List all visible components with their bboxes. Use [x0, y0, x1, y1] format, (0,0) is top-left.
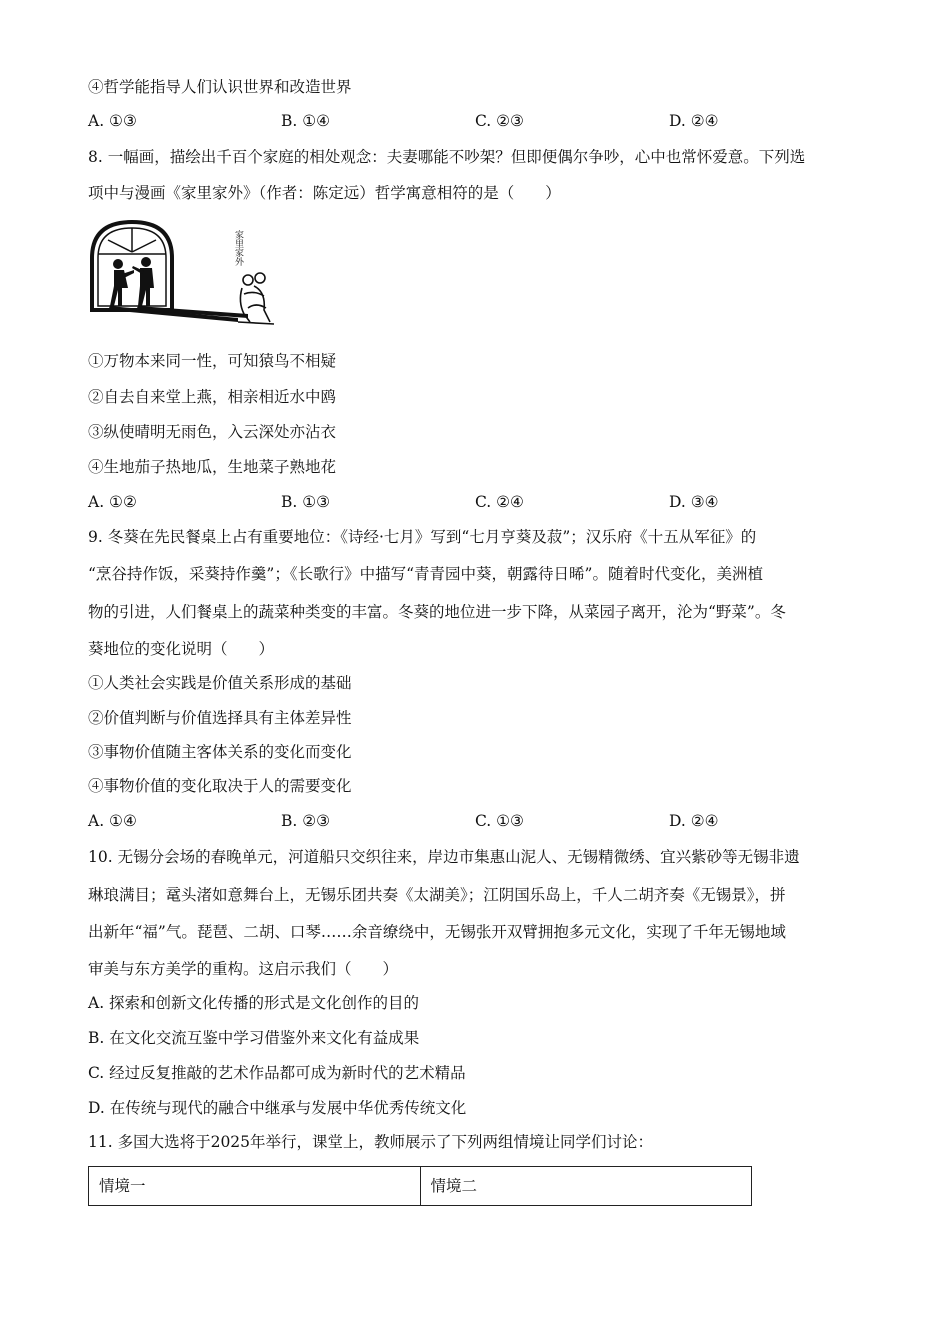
scenario-table [88, 1166, 752, 1206]
q9-options [88, 810, 868, 832]
q8-option-d: D. ③④ [669, 493, 719, 511]
q8-statement-4: ④生地茄子热地瓜，生地菜子熟地花 [88, 458, 337, 476]
q8-option-b: B. ①③ [281, 493, 331, 511]
q10-stem-line-2: 琳琅满目；鼋头渚如意舞台上，无锡乐团共奏《太湖美》；江阴国乐岛上，千人二胡齐奏《无锡景》，拼 [88, 886, 786, 904]
q9-stem-line-2: “烹谷持作饭，采葵持作羹”；《长歌行》中描写“青青园中葵，朝露待日晞”。随着时代变化，美洲植 [88, 565, 763, 583]
q9-option-a: A. ①④ [88, 812, 137, 830]
q7-statement-4: ④哲学能指导人们认识世界和改造世界 [88, 78, 352, 96]
q8-options [88, 491, 868, 513]
q9-option-b: B. ②③ [281, 812, 331, 830]
q7-option-a: A. ①③ [88, 112, 137, 130]
q8-stem-line-2: 项中与漫画《家里家外》（作者：陈定远）哲学寓意相符的是（ ） [88, 184, 561, 202]
cartoon-image [88, 218, 284, 328]
q9-statement-4: ④事物价值的变化取决于人的需要变化 [88, 777, 352, 795]
scenario-header-1: 情境一 [99, 1177, 146, 1195]
q9-statement-1: ①人类社会实践是价值关系形成的基础 [88, 674, 352, 692]
q8-option-c: C. ②④ [475, 493, 524, 511]
q11-stem-line-1: 11. 多国大选将于2025年举行，课堂上，教师展示了下列两组情境让同学们讨论： [88, 1133, 654, 1151]
q7-option-b: B. ①④ [281, 112, 331, 130]
q7-option-c: C. ②③ [475, 112, 524, 130]
q9-stem-line-1: 9. 冬葵在先民餐桌上占有重要地位：《诗经·七月》写到“七月亨葵及菽”；汉乐府《十五从军征》的 [88, 528, 757, 546]
q10-option-c: C. 经过反复推敲的艺术作品都可成为新时代的艺术精品 [88, 1064, 466, 1082]
q10-stem-line-3: 出新年“福”气。琵琶、二胡、口琴……余音缭绕中，无锡张开双臂拥抱多元文化，实现了千年无锡地域 [88, 923, 786, 941]
q8-stem-line-1: 8. 一幅画，描绘出千百个家庭的相处观念：夫妻哪能不吵架？但即便偶尔争吵，心中也常怀爱意。下列选 [88, 148, 806, 166]
q9-statement-2: ②价值判断与价值选择具有主体差异性 [88, 709, 352, 727]
q10-option-d: D. 在传统与现代的融合中继承与发展中华优秀传统文化 [88, 1099, 467, 1117]
q8-option-a: A. ①② [88, 493, 137, 511]
q9-stem-line-4: 葵地位的变化说明（ ） [88, 640, 275, 658]
q9-option-d: D. ②④ [669, 812, 719, 830]
q10-stem-line-1: 10. 无锡分会场的春晚单元，河道船只交织往来，岸边市集惠山泥人、无锡精微绣、宜兴紫砂等无锡非遗 [88, 848, 800, 866]
q7-option-d: D. ②④ [669, 112, 719, 130]
q9-stem-line-3: 物的引进，人们餐桌上的蔬菜种类变的丰富。冬葵的地位进一步下降，从菜园子离开，沦为“野菜”。冬 [88, 603, 786, 621]
cartoon-caption: 家里家外 [233, 230, 243, 266]
q10-stem-line-4: 审美与东方美学的重构。这启示我们（ ） [88, 960, 399, 978]
q8-statement-3: ③纵使晴明无雨色，入云深处亦沾衣 [88, 423, 337, 441]
q10-option-b: B. 在文化交流互鉴中学习借鉴外来文化有益成果 [88, 1029, 420, 1047]
q9-option-c: C. ①③ [475, 812, 524, 830]
q8-statement-1: ①万物本来同一性，可知猿鸟不相疑 [88, 352, 337, 370]
scenario-header-2: 情境二 [420, 1167, 752, 1205]
q9-statement-3: ③事物价值随主客体关系的变化而变化 [88, 743, 352, 761]
q10-option-a: A. 探索和创新文化传播的形式是文化创作的目的 [88, 994, 420, 1012]
q8-statement-2: ②自去自来堂上燕，相亲相近水中鸥 [88, 388, 337, 406]
q7-options [88, 110, 868, 132]
